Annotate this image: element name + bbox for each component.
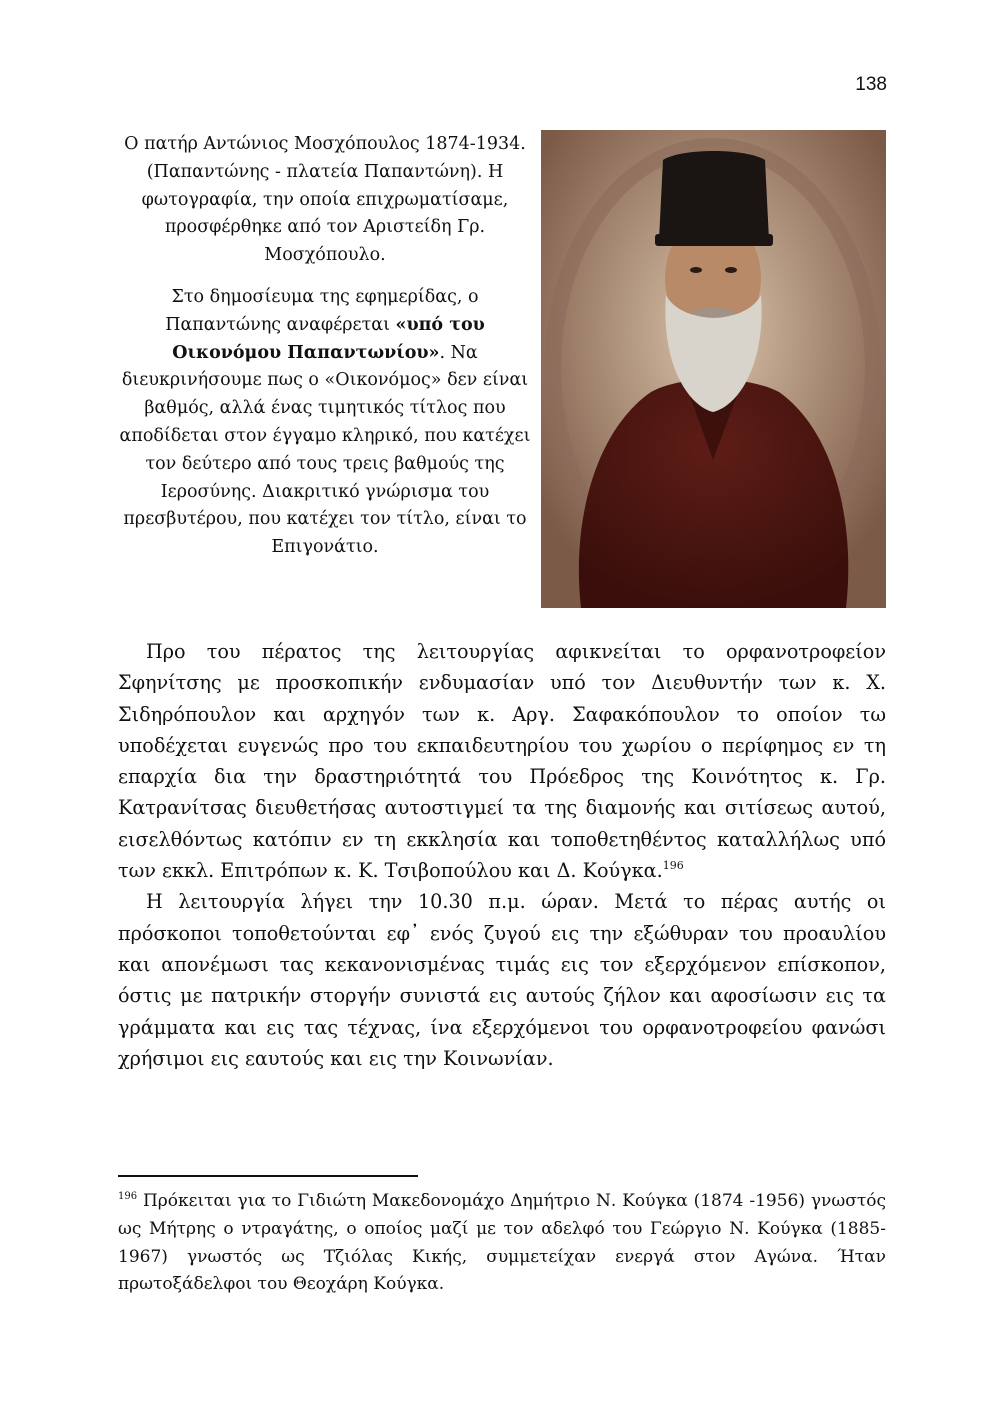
caption-paragraph: Ο πατήρ Αντώνιος Μοσχόπουλος 1874-1934. (Παπαντώνης - πλατεία Παπαντώνη). Η φωτογραφία, την οποία επιχρωματίσαμε, προσφέρθηκε από τον Αριστείδη Γρ. Μοσχόπουλο. [124,134,526,266]
page-number: 138 [855,74,887,95]
portrait-photo [541,130,886,608]
hat-brim [655,234,773,246]
footnote-reference: 196 [662,859,684,873]
body-paragraph: Η λειτουργία λήγει την 10.30 π.μ. ώραν. Μετά το πέρας αυτής οι πρόσκοποι τοποθετούνται εφ᾽ ενός ζυγού εις την εξώθυραν του προαυλίου και απονέμωσι τας κεκανονισμένας τιμάς εις τον εξερχόμενον επίσκοπον, όστις με πατρικήν στοργήν συνιστά εις αυτούς ζήλον και αφοσίωσιν εις τα γράμματα και εις τας τέχνας, ίνα εξερχόμενοι του ορφανοτροφείου φανώσι χρήσιμοι εις εαυτούς και εις την Κοινωνίαν. [118,890,886,1070]
footnote [118,1188,886,1299]
right-eye [725,267,737,273]
caption-quote: «υπό του Οικονόμου Παπαντωνίου» [172,314,485,363]
photo-caption [112,131,538,562]
body-paragraph [118,636,886,886]
footnote-number: 196 [118,1191,138,1202]
footnote-separator [118,1175,418,1177]
body-paragraph-text: Προ του πέρατος της λειτουργίας αφικνείται το ορφανοτροφείον Σφηνίτσης με προσκοπικήν ενδυμασίαν υπό τον Διευθυντήν των κ. Χ. Σιδηρόπουλον και αρχηγόν των κ. Αργ. Σαφακόπουλον το οποίον τω υποδέχεται ευγενώς προ του εκπαιδευτηρίου του χωρίου ο περίφημος εν τη επαρχία δια την δραστηριότητά του Πρόεδρος της Κοινότητος κ. Γρ. Κατρανίτσας διευθετήσας αυτοστιγμεί τα της διαμονής και σιτίσεως αυτού, εισελθόντως κατόπιν εν τη εκκλησία και τοποθετηθέντος καταλλήλως υπό των εκκλ. Επιτρόπων κ. Κ. Τσιβοπούλου και Δ. Κούγκα. [118,640,886,883]
caption-note-paragraph [112,284,538,562]
main-text [118,636,886,1074]
kalimavkion-hat [659,151,769,240]
left-eye [690,267,702,273]
caption-note-text: Στο δημοσίευμα της εφημερίδας, ο Παπαντώνης αναφέρεται [165,286,479,335]
caption-note-continuation: . Να διευκρινήσουμε πως ο «Οικονόμος» δεν είναι βαθμός, αλλά ένας τιμητικός τίτλος που αποδίδεται στον έγγαμο κληρικό, που κατέχει τον δεύτερο από τους τρεις βαθμούς της Ιεροσύνης. Διακριτικό γνώρισμα του πρεσβυτέρου, που κατέχει τον τίτλο, είναι το Επιγονάτιο. [119,342,531,558]
footnote-text: Πρόκειται για το Γιδιώτη Μακεδονομάχο Δημήτριο Ν. Κούγκα (1874 -1956) γνωστός ως Μήτρης ο ντραγάτης, ο οποίος μαζί με τον αδελφό του Γεώργιο Ν. Κούγκα (1885-1967) γνωστός ως Τζιόλας Κικής, συμμετείχαν ενεργά στον Αγώνα. Ήταν πρωτοξάδελφοι του Θεοχάρη Κούγκα. [118,1191,886,1295]
